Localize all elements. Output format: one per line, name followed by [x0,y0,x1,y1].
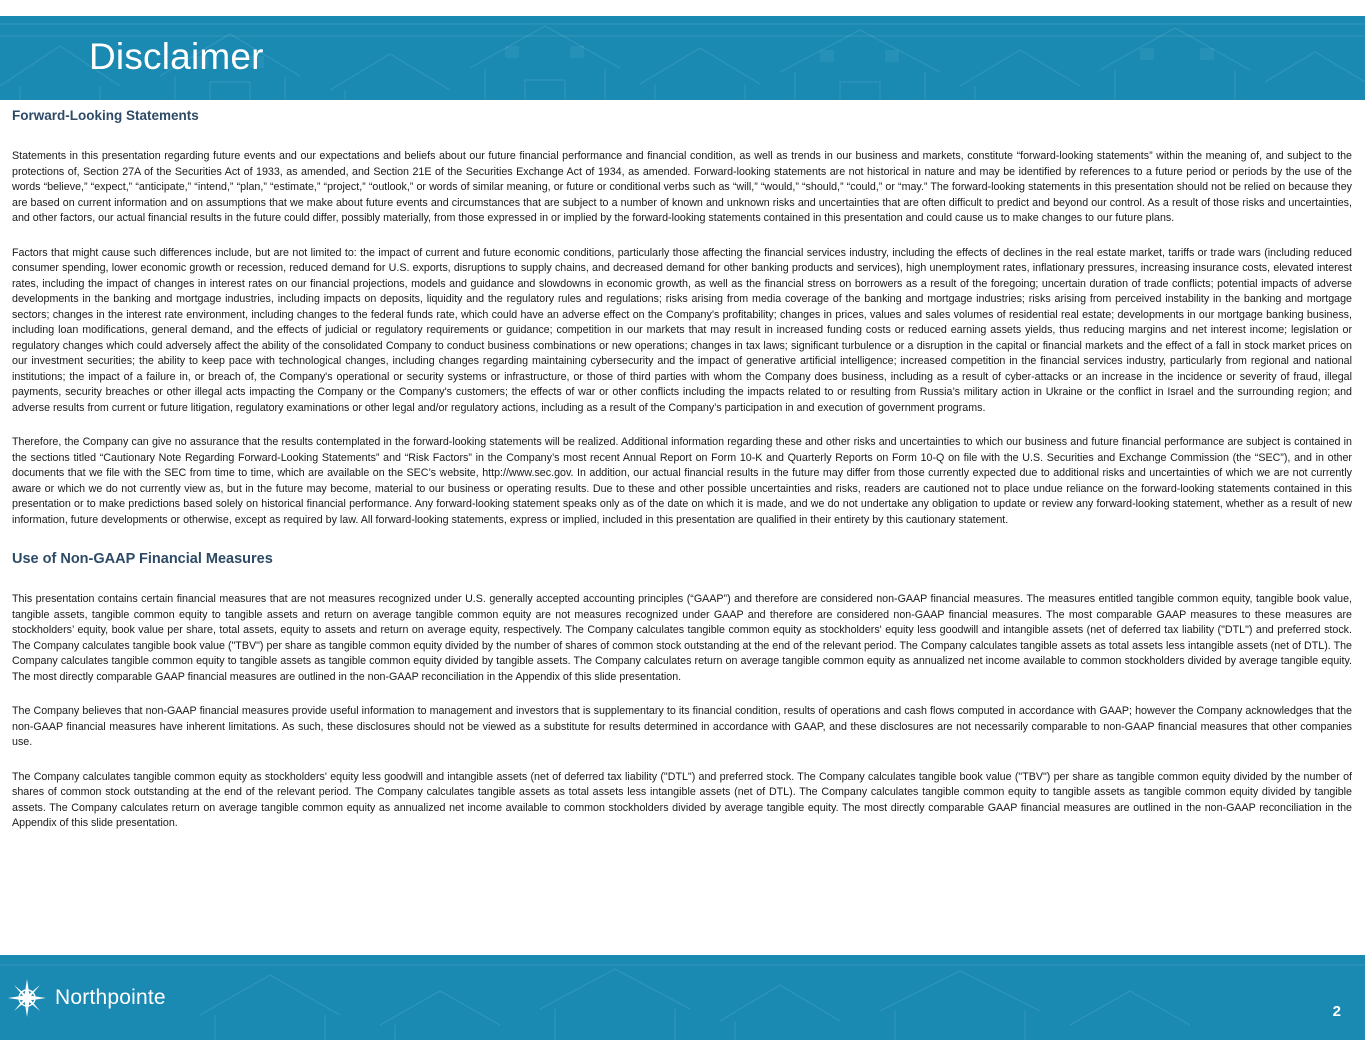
compass-star-icon [7,978,47,1018]
non-gaap-definition-paragraph: This presentation contains certain financial measures that are not measures recognized under U.S. generally accepted accounting principles (“GAAP”) and therefore are considered non-GAAP financial measures. The measures entitled tangible common equity, tangible book value, tangible assets, tangible common equity to tangible assets and return on average tangible common equity are not measures recognized under GAAP and therefore are considered non-GAAP financial measures. The most comparable GAAP measures to these measures are stockholders’ equity, book value per share, total assets, equity to assets and return on average equity, respectively. The Company calculates tangible common equity as stockholders' equity less goodwill and intangible assets (net of deferred tax liability ("DTL") and preferred stock. The Company calculates tangible book value ("TBV") per share as tangible common equity divided by the number of shares of common stock outstanding at the end of the relevant period. The Company calculates tangible assets as total assets less intangible assets (net of DTL). The Company calculates tangible common equity to tangible assets as tangible common equity divided by tangible assets. The Company calculates return on average tangible common equity as annualized net income available to common stockholders divided by average tangible equity. The most directly comparable GAAP financial measures are outlined in the non-GAAP reconciliation in the Appendix of this slide presentation. [12,593,1352,683]
northpointe-logo [7,978,166,1018]
header-band [0,16,1365,100]
page-number: 2 [1332,1003,1341,1020]
footer-band [0,955,1365,1040]
house-sketch-texture [0,955,1365,1040]
non-gaap-usefulness-paragraph: The Company believes that non-GAAP financial measures provide useful information to management and investors that is supplementary to its financial condition, results of operations and cash flows computed in accordance with GAAP; however the Company acknowledges that the non-GAAP financial measures have inherent limitations. As such, these disclosures should not be viewed as a substitute for results determined in accordance with GAAP, and these disclosures are not necessarily comparable to non-GAAP financial measures that other companies use. [12,705,1352,748]
forward-looking-paragraph: Statements in this presentation regarding future events and our expectations and beliefs about our future financial performance and financial condition, as well as trends in our business and markets, constitute “forward-looking statements” within the meaning of, and subject to the protections of, Section 27A of the Securities Act of 1933, as amended, and Section 21E of the Securities Exchange Act of 1934, as amended. Forward-looking statements are not historical in nature and may be identified by references to a future period or periods by the use of the words “believe,” “expect,” “anticipate,” “intend,” “plan,” “estimate,” “project,” “outlook,” or words of similar meaning, or future or conditional verbs such as “will,” “would,” “should,” “could,” or “may.” The forward-looking statements in this presentation should not be relied on because they are based on current information and on assumptions that we make about future events and circumstances that are subject to a number of known and unknown risks and uncertainties that are often difficult to predict and beyond our control. As a result of those risks and uncertainties, and other factors, our actual financial results in the future could differ, possibly materially, from those expressed in or implied by the forward-looking statements contained in this presentation and could cause us to make changes to our future plans. [12,150,1352,224]
non-gaap-heading: Use of Non-GAAP Financial Measures [12,551,273,567]
page-title: Disclaimer [89,36,264,77]
risk-factors-paragraph: Factors that might cause such differences include, but are not limited to: the impact of current and future economic conditions, particularly those affecting the financial services industry, including the effects of declines in the real estate market, tariffs or trade wars (including reduced consumer spending, lower economic growth or recession, reduced demand for U.S. exports, disruptions to supply chains, and decreased demand for other banking products and services), high unemployment rates, inflationary pressures, increasing insurance costs, elevated interest rates, including the impact of changes in interest rates on our financial projections, models and guidance and slowdowns in economic growth, as well as the financial stress on borrowers as a result of the foregoing; uncertain duration of trade conflicts; potential impacts of adverse developments in the banking and mortgage industries, including impacts on deposits, liquidity and the regulatory rules and regulations; risks arising from media coverage of the banking and mortgage industries; risks arising from perceived instability in the banking and mortgage sectors; changes in the interest rate environment, including changes to the federal funds rate, which could have an adverse effect on the Company’s profitability; changes in prices, values and sales volumes of residential real estate; developments in our mortgage banking business, including loan modifications, general demand, and the effects of judicial or regulatory requirements or guidance; competition in our markets that may result in increased funding costs or reduced earning assets yields, thus reducing margins and net interest income; legislation or regulatory changes which could adversely affect the ability of the consolidated Company to conduct business combinations or new operations; changes in tax laws; significant turbulence or a disruption in the capital or financial markets and the effect of a fall in stock market prices on our investment securities; the ability to keep pace with technological changes, including changes regarding maintaining cybersecurity and the impact of generative artificial intelligence; increased competition in the financial services industry, particularly from regional and national institutions; the impact of a failure in, or breach of, the Company's operational or security systems or infrastructure, or those of third parties with whom the Company does business, including as a result of cyber-attacks or an increase in the incidence or severity of fraud, illegal payments, security breaches or other illegal acts impacting the Company or the Company's customers; the effects of war or other conflicts including the impacts related to or resulting from Russia’s military action in Ukraine or the conflict in Israel and the surrounding region; and adverse results from current or future litigation, regulatory examinations or other legal and/or regulatory actions, including as a result of the Company’s participation in and execution of government programs. [12,246,1352,414]
forward-looking-heading: Forward-Looking Statements [12,108,199,123]
tangible-equity-paragraph: The Company calculates tangible common equity as stockholders' equity less goodwill and intangible assets (net of deferred tax liability ("DTL") and preferred stock. The Company calculates tangible book value ("TBV") per share as tangible common equity divided by the number of shares of common stock outstanding at the end of the relevant period. The Company calculates tangible assets as total assets less intangible assets (net of DTL). The Company calculates tangible common equity to tangible assets as tangible common equity divided by tangible assets. The Company calculates return on average tangible common equity as annualized net income available to common stockholders divided by average tangible equity. The most directly comparable GAAP financial measures are outlined in the non-GAAP reconciliation in the Appendix of this slide presentation. [12,770,1352,829]
logo-wordmark: Northpointe [55,986,166,1009]
no-assurance-paragraph: Therefore, the Company can give no assurance that the results contemplated in the forward-looking statements will be realized. Additional information regarding these and other risks and uncertainties to which our business and future financial performance are subject is contained in the sections titled “Cautionary Note Regarding Forward-Looking Statements” and “Risk Factors” in the Company’s most recent Annual Report on Form 10-K and Quarterly Reports on Form 10-Q on file with the U.S. Securities and Exchange Commission (the “SEC”), and in other documents that we file with the SEC from time to time, which are available on the SEC’s website, http://www.sec.gov. In addition, our actual financial results in the future may differ from those currently expected due to additional risks and uncertainties of which we are not currently aware or which we do not currently view as, but in the future may become, material to our business or operating results. Due to these and other possible uncertainties and risks, readers are cautioned not to place undue reliance on the forward-looking statements contained in this presentation or to make predictions based solely on historical financial performance. Any forward-looking statement speaks only as of the date on which it is made, and we do not undertake any obligation to update or review any forward-looking statement, whether as a result of new information, future developments or otherwise, except as required by law. All forward-looking statements, express or implied, included in this presentation are qualified in their entirety by this cautionary statement. [12,436,1352,526]
disclaimer-content [12,104,1352,832]
